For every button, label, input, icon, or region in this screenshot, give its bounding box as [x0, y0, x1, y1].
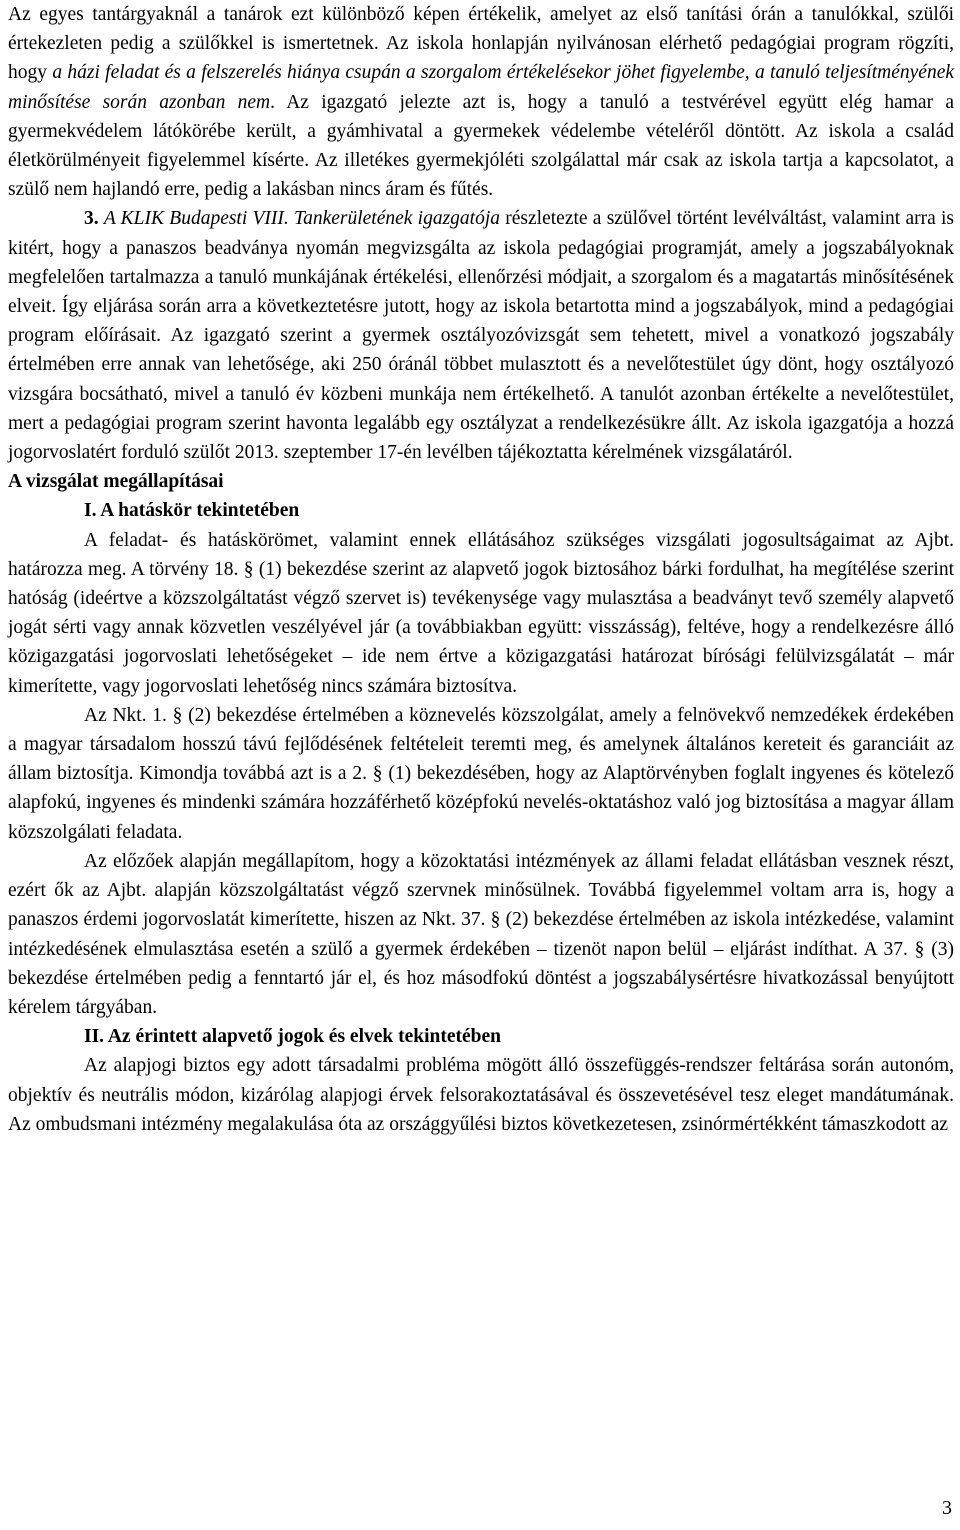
- page-number: 3: [942, 1497, 952, 1519]
- paragraph-conclusion: Az előzőek alapján megállapítom, hogy a közoktatási intézmények az állami feladat ellátásban vesznek részt, ezért ők az Ajbt. alapján közszolgáltatást végző szervnek minősülnek. Továbbá figyelemmel voltam arra is, hogy a panaszos érdemi jogorvoslatát kimerítette, hiszen az Nkt. 37. § (2) bekezdése értelmében az iskola intézkedése, valamint intézkedésének elmulasztása esetén a szülő a gyermek érdekében – tizenöt napon belül – eljárást indíthat. A 37. § (3) bekezdése értelmében pedig a fenntartó jár el, és hoz másodfokú döntést a jogszabálysértésre hivatkozással benyújtott kérelem tárgyában.: [8, 850, 954, 1018]
- paragraph-klik-director: 3. A KLIK Budapesti VIII. Tankerületének igazgatója részletezte a szülővel történt levélváltást, valamint arra is kitért, hogy a panaszos beadványa nyomán megvizsgálta az iskola pedagógiai programját, amely a jogszabályoknak megfelelően tartalmazza a tanuló munkájának értékelési, ellenőrzési módjait, a szorgalom és a magatartás minősítésének elveit. Így eljárása során arra a következtetésre jutott, hogy az iskola betartotta mind a jogszabályok, mind a pedagógiai program előírásait. Az igazgató szerint a gyermek osztályozóvizsgát sem tehetett, mivel a vonatkozó jogszabály értelmében erre annak van lehetősége, aki 250 óránál többet mulasztott és a nevelőtestület úgy dönt, hogy osztályozó vizsgára bocsátható, mivel a tanuló év közbeni munkája nem értékelhető. A tanulót azonban értékelte a nevelőtestület, mert a pedagógiai program szerint havonta legalább egy osztályzat a rendelkezésükre állt. Az iskola igazgatója a hozzá jogorvoslatért forduló szülőt 2013. szeptember 17-én levélben tájékoztatta kérelmének vizsgálatáról.: [8, 208, 955, 464]
- paragraph-school-evaluation: Az egyes tantárgyaknál a tanárok ezt különböző képen értékelik, amelyet az első tanítási órán a tanulókkal, szülői értekezleten pedig a szülőkkel is ismertetnek. Az iskola honlapján nyilvánosan elérhető pedagógiai program rögzíti, hogy a házi feladat és a felszerelés hiánya csupán a szorgalom értékelésekor jöhet figyelembe, a tanuló teljesítményének minősítése során azonban nem. Az igazgató jelezte azt is, hogy a tanuló a testvérével együtt elég hamar a gyermekvédelem látókörébe került, a gyámhivatal a gyermekek védelembe vételéről döntött. Az iskola a család életkörülményeit figyelemmel kísérte. Az illetékes gyermekjóléti szolgálattal már csak az iskola tartja a kapcsolatot, a szülő nem hajlandó erre, pedig a lakásban nincs áram és fűtés.: [8, 4, 955, 201]
- subheading-jurisdiction: I. A hatáskör tekintetében: [84, 500, 300, 522]
- paragraph-nkt: Az Nkt. 1. § (2) bekezdése értelmében a köznevelés közszolgálat, amely a felnövekvő nemzedékek érdekében a magyar társadalom hosszú távú fejlődésének feltételeit teremti meg, és amelynek általános kereteit és garanciáit az állam biztosítja. Kimondja továbbá azt is a 2. § (1) bekezdésében, hogy az Alaptörvényben foglalt ingyenes és kötelező alapfokú, ingyenes és mindenki számára hozzáférhető középfokú nevelés-oktatáshoz való jog biztosítása a magyar állam közszolgálati feladata.: [8, 704, 954, 843]
- subheading-fundamental-rights: II. Az érintett alapvető jogok és elvek tekintetében: [84, 1026, 502, 1048]
- item-number: 3.: [84, 208, 99, 230]
- section-heading-findings: A vizsgálat megállapításai: [8, 471, 224, 493]
- document-page: [8, 0, 954, 1139]
- paragraph-jurisdiction: A feladat- és hatáskörömet, valamint ennek ellátásához szükséges vizsgálati jogosultságaimat az Ajbt. határozza meg. A törvény 18. § (1) bekezdése szerint az alapvető jogok biztosához bárki fordulhat, ha megítélése szerint hatóság (ideértve a közszolgáltatást végző szervet is) tevékenysége vagy mulasztása a beadványt tevő személy alapvető jogát sérti vagy annak közvetlen veszélyével jár (a továbbiakban együtt: visszásság), feltéve, hogy a rendelkezésre álló közigazgatási jogorvoslati lehetőségeket – ide nem értve a közigazgatási határozat bírósági felülvizsgálatát – már kimerítette, vagy jogorvoslati lehetőség nincs számára biztosítva.: [8, 529, 954, 697]
- quoted-program-rule: a házi feladat és a felszerelés hiánya csupán a szorgalom értékelésekor jöhet figyelembe, a tanuló teljesítményének minősítése során azonban nem: [8, 62, 955, 113]
- authority-name: A KLIK Budapesti VIII. Tankerületének igazgatója: [103, 208, 501, 230]
- paragraph-ombudsman: Az alapjogi biztos egy adott társadalmi probléma mögött álló összefüggés-rendszer feltárása során autonóm, objektív és neutrális módon, kizárólag alapjogi érvek felsorakoztatásával és összevetésével tesz eleget mandátumának. Az ombudsmani intézmény megalakulása óta az országgyűlési biztos következetesen, zsinórmértékként támaszkodott az: [8, 1055, 954, 1135]
